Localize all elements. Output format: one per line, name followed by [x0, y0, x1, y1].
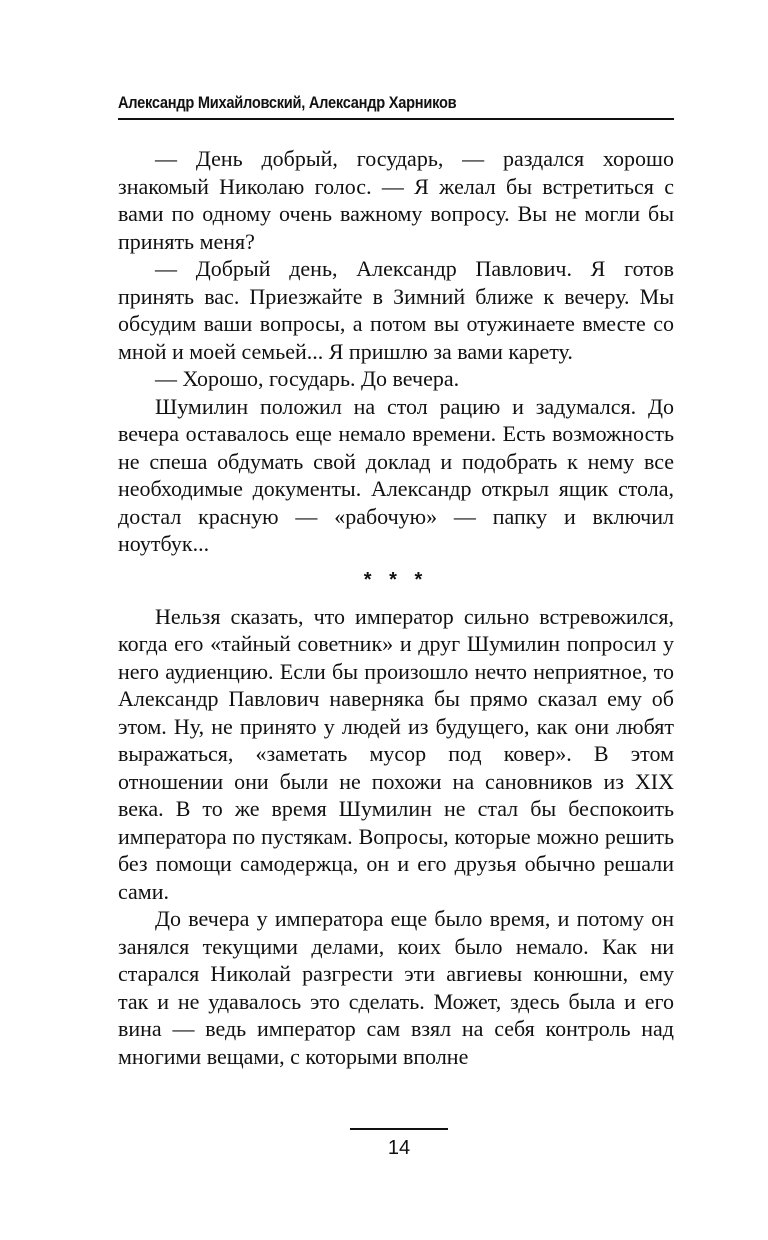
paragraph: — Хорошо, государь. До вечера.: [155, 366, 460, 391]
footer-rule: [350, 1128, 448, 1130]
header-rule: [118, 118, 674, 120]
body-text: [118, 145, 674, 1070]
paragraph: Нельзя сказать, что император сильно встревожился, когда его «тайный советник» и друг Шумилин попросил у него аудиенцию. Если бы произошло нечто неприятное, то Александр Павлович наверняка бы прямо сказал ему об этом. Ну, не принято у людей из будущего, как они любят выражаться, «заметать мусор под ковер». В этом отношении они были не похожи на сановников из XIX века. В то же время Шумилин не стал бы беспокоить императора по пустякам. Вопросы, которые можно решить без помощи самодержца, он и его друзья обычно решали сами.: [118, 603, 674, 904]
page-number: 14: [387, 1137, 411, 1159]
paragraph: Шумилин положил на стол рацию и задумался. До вечера оставалось еще немало времени. Есть возможность не спеша обдумать свой доклад и подобрать к нему все необходимые документы. Александр открыл ящик стола, достал красную — «рабочую» — папку и включил ноутбук...: [118, 393, 674, 556]
paragraph: До вечера у императора еще было время, и потому он занялся текущими делами, коих было немало. Как ни старался Николай разгрести эти авгиевы конюшни, ему так и не удавалось это сделать. Может, здесь была и его вина — ведь император сам взял на себя контроль над многими вещами, с которыми вполне: [118, 906, 674, 1069]
paragraph: — Добрый день, Александр Павлович. Я готов принять вас. Приезжайте в Зимний ближе к вечеру. Мы обсудим ваши вопросы, а потом вы отужинаете вместе со мной и моей семьей... Я пришлю за вами карету.: [118, 256, 674, 364]
paragraph: — День добрый, государь, — раздался хорошо знакомый Николаю голос. — Я желал бы встретиться с вами по одному очень важному вопросу. Вы не могли бы принять меня?: [118, 146, 674, 254]
running-head-authors: Александр Михайловский, Александр Харников: [118, 93, 457, 112]
section-break: * * *: [363, 568, 429, 591]
